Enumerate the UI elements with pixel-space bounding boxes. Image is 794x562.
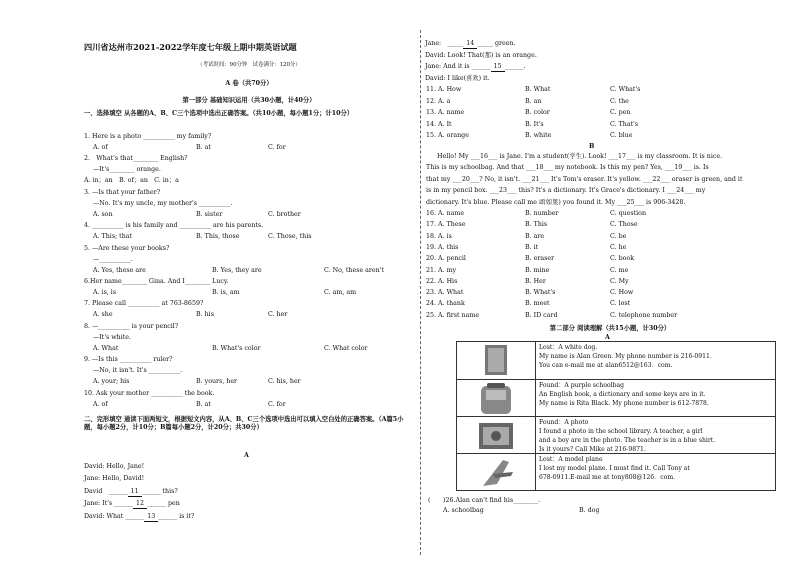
option-b: B. is, am (212, 289, 240, 296)
question-stem: 3. —Is that your father? (84, 188, 161, 196)
question-26-option-a: A. schoolbag (443, 507, 484, 514)
option-b: B. are (525, 232, 545, 240)
photo-image (457, 417, 536, 454)
dialog-line (84, 500, 180, 509)
option-b: B. What's color (212, 344, 261, 352)
option-b: B. This, those (196, 233, 240, 241)
option-c: C. No, these aren't (324, 266, 384, 274)
passage-line: dictionary. It's blue. Please call me if(如果) you found it. My ___25___ is 906-3428. (426, 198, 686, 206)
notice-text (539, 381, 771, 408)
dialog-text: David: Hello, Jane! (84, 463, 145, 470)
exam-info: （考试时间：90分钟 试卷满分：120分） (197, 62, 301, 68)
question-stem: 5. —Are these your books? (84, 244, 170, 252)
option-b: B. eraser (525, 255, 555, 263)
option-b: B. color (525, 109, 550, 117)
option-a: 25. A. first name (426, 311, 480, 319)
notice-row (457, 453, 775, 491)
option-b: B. his (196, 311, 214, 319)
passage-line: Hello! My ___16___ is Jane. I'm a student(学生). Look! ___17___ is my classroom. It is nice. (437, 153, 723, 160)
option-b: B. an (525, 97, 542, 105)
question-stem: 8. —__________ is your pencil? (84, 322, 179, 330)
question-stem: 6.Her name________ Gina. And I________ Lucy. (84, 278, 229, 285)
option-c: C. her (268, 311, 288, 319)
dialog-line (84, 513, 194, 522)
exam-title: 四川省达州市2021-2022学年度七年级上期中期英语试题 (84, 42, 297, 52)
option-a: A. Yes, these are (93, 266, 146, 274)
dialog-text: David: What ______ (84, 512, 145, 520)
option-c: C. Those (610, 221, 638, 229)
option-b: B. It's (525, 120, 544, 128)
option-c: C. question (610, 210, 647, 217)
model-plane-image (457, 454, 536, 491)
question-stem: 10. Ask your mother __________ the book. (84, 389, 215, 397)
option-a: 24. A. thank (426, 300, 465, 308)
blank-number: 12 (133, 500, 147, 509)
option-a: 17. A. These (426, 221, 466, 229)
option-a: 21. A. my (426, 266, 457, 274)
passage-a-label: A (244, 452, 249, 459)
option-a: 18. A. is (426, 232, 452, 240)
option-a: 23. A. What (426, 289, 464, 297)
tape-image (457, 342, 536, 379)
blank-number: 15 (491, 63, 505, 72)
option-c: C. My (610, 277, 629, 285)
option-a: A. What (93, 344, 119, 352)
dialog-line (425, 52, 537, 60)
dialog-text: David: Look! That(那) is an orange. (425, 51, 537, 59)
option-b: B. Yes, they are (212, 266, 262, 274)
blank-number: 13 (144, 513, 158, 522)
part1-heading: 第一部分 基础知识运用（共30小题，计40分） (182, 97, 316, 104)
option-c: C. am, am (324, 289, 357, 296)
option-c: C. me (610, 266, 629, 274)
notice-line: You can e-mail me at alan6512@163．com. (539, 362, 673, 369)
option-a: A. is, is (93, 289, 117, 296)
notice-row (457, 416, 775, 454)
option-c: C. brother (268, 210, 301, 218)
notice-row (457, 342, 775, 379)
dialog-text: ______ this? (141, 487, 178, 495)
question-options: A. in；an B. of；an C. in；a (84, 177, 179, 185)
part2-heading: 第二部分 阅读理解（共15小题，计30分） (549, 325, 671, 332)
option-c: C. for (268, 144, 286, 151)
option-c: C. the (610, 97, 629, 105)
option-c: C. How (610, 289, 634, 297)
option-b: B. at (196, 144, 211, 151)
notice-line: An English book, a dictionary and some keys are in it. (539, 391, 706, 398)
notice-line: 678-0911.E-mail me at tony808@126．com. (539, 474, 676, 481)
option-a: 22. A. His (426, 277, 458, 285)
option-c: C. book (610, 255, 635, 263)
option-a: A. of (93, 144, 108, 151)
schoolbag-image (457, 380, 536, 417)
dialog-text: ______. (504, 63, 526, 70)
notice-line: and a boy are in the photo. The teacher is in a blue shirt. (539, 437, 716, 444)
dialog-text: _____ green. (477, 40, 516, 47)
dialog-text: ______ is it? (158, 512, 195, 520)
question-stem-line2: —It's white. (93, 333, 131, 341)
question-stem-line2: —No, it isn't. It's __________. (93, 367, 183, 375)
option-b: B. Her (525, 277, 546, 285)
option-a: A. son (93, 210, 113, 218)
option-a: 14. A. It (426, 120, 452, 128)
question-stem: 9. —Is this __________ ruler? (84, 356, 173, 364)
notice-line: My name is Rita Black. My phone number is 612-7878. (539, 400, 709, 407)
passage-line: that my ___20___? No, it isn't. ___21___ It's Tom's eraser. It's yellow. ___22___ eraser is green, and it (426, 175, 743, 183)
option-c: C. That's (610, 120, 639, 128)
option-a: 19. A. this (426, 243, 459, 251)
dialog-text: Jane: Hello, David! (84, 475, 145, 483)
option-c: C. blue (610, 132, 633, 140)
notice-line: My name is Alan Green. My phone number is 216-0911. (539, 353, 712, 360)
passage-b-label: B (589, 143, 595, 150)
passage-line: This is my schoolbag. And that ___18___ my notebook. Is this my pen? Yes, ___19___ is. Is (426, 164, 709, 172)
notice-text (539, 455, 771, 482)
question-stem-line2: —It's________ orange. (93, 166, 161, 174)
dialog-text: ______ pen (147, 500, 180, 508)
option-b: B. number (525, 210, 559, 217)
option-b: B. white (525, 132, 552, 140)
option-c: C. Those, this (268, 233, 312, 241)
option-b: B. What (525, 86, 551, 93)
dialog-text: Jane: It's ______ (84, 500, 134, 508)
option-c: C. be (610, 232, 627, 240)
notice-line: Is it yours? Call Mike at 216-9871. (539, 446, 646, 453)
option-a: 20. A. pencil (426, 255, 466, 263)
option-c: C. telephone number (610, 311, 678, 319)
question-26: ( )26.Alan can't find his________. (428, 497, 541, 504)
reading-a-label: A (605, 334, 610, 341)
question-stem-line2: —__________. (93, 255, 133, 263)
volume-a-heading: A 卷（共70分） (225, 80, 273, 87)
option-a: A. she (93, 311, 113, 319)
option-b: B. at (196, 400, 211, 408)
option-a: A. of (93, 400, 108, 408)
option-c: C. he (610, 243, 627, 251)
section2-heading: 二、完形填空 通读下面两短文，根据短文内容，从A、B、C三个选项中选出可以填入空白处的正确答案。（A篇5小题，每小题2分，计10分；B篇每小题2分，计20分；共30分） (84, 416, 404, 431)
option-c: C. What color (324, 344, 368, 352)
option-b: B. What's (525, 289, 556, 297)
notice-line: Lost：A model plane (539, 456, 603, 463)
notice-text (539, 418, 771, 454)
notice-text (539, 343, 771, 370)
question-stem: 7. Please call __________ at 763-8659? (84, 300, 204, 308)
dialog-line (425, 40, 516, 49)
option-b: B. meet (525, 300, 550, 308)
option-c: C. lost (610, 300, 631, 308)
dialog-line (84, 475, 144, 483)
option-b: B. it (525, 243, 539, 251)
blank-number: 11 (128, 488, 142, 497)
dialog-line (425, 75, 490, 83)
dialog-text: Jane: And it is ______ (425, 63, 491, 70)
dialog-text: Jane: _____ (425, 40, 464, 47)
column-divider (420, 30, 421, 555)
notice-line: Found：A photo (539, 419, 589, 426)
option-b: B. sister (196, 210, 223, 218)
option-a: 13. A. name (426, 109, 465, 117)
option-c: C. for (268, 400, 286, 408)
question-stem: 4. __________ is his family and __________ are his parents. (84, 222, 264, 230)
option-a: A. This; that (93, 233, 133, 241)
dialog-text: David: I like(喜欢) it. (425, 74, 490, 82)
dialog-text: David ______ (84, 487, 128, 495)
dialog-line (84, 488, 178, 497)
option-a: 16. A. name (426, 210, 465, 217)
question-stem: 2. What's that________ English? (84, 155, 188, 163)
question-stem: 1. Here is a photo __________ my family? (84, 133, 212, 140)
dialog-line (84, 463, 144, 471)
blank-number: 14 (463, 40, 477, 49)
question-stem-line2: —No. It's my uncle, my mother's __________. (93, 199, 233, 207)
option-b: B. This (525, 221, 548, 229)
option-c: C. his, her (268, 378, 301, 386)
option-c: C. pen (610, 109, 631, 117)
option-a: 11. A. How (426, 86, 462, 93)
option-a: A. your; his (93, 378, 130, 386)
notice-board-table (456, 341, 776, 491)
dialog-line (425, 63, 525, 72)
question-26-option-b: B. dog (579, 507, 600, 514)
notice-line: Lost：A white dog. (539, 344, 598, 351)
section1-heading: 一、选择填空 从各题的A、B、C三个选项中选出正确答案。（共10小题，每小题1分；计10分） (84, 110, 354, 117)
option-b: B. ID card (525, 311, 558, 319)
option-a: 12. A. a (426, 97, 451, 105)
notice-line: I found a photo in the school library. A teacher, a girl (539, 428, 703, 435)
option-a: 15. A. orange (426, 132, 469, 140)
option-c: C. What's (610, 86, 641, 93)
notice-line: Found：A purple schoolbag (539, 382, 625, 389)
option-b: B. mine (525, 266, 550, 274)
notice-line: I lost my model plane. I must find it. Call Tony at (539, 465, 690, 472)
option-b: B. yours, her (196, 378, 238, 386)
passage-line: is in my pencil box. ___23___ this? It's a dictionary. It's Grace's dictionary. I ___24___ my (426, 187, 706, 195)
notice-row (457, 379, 775, 417)
